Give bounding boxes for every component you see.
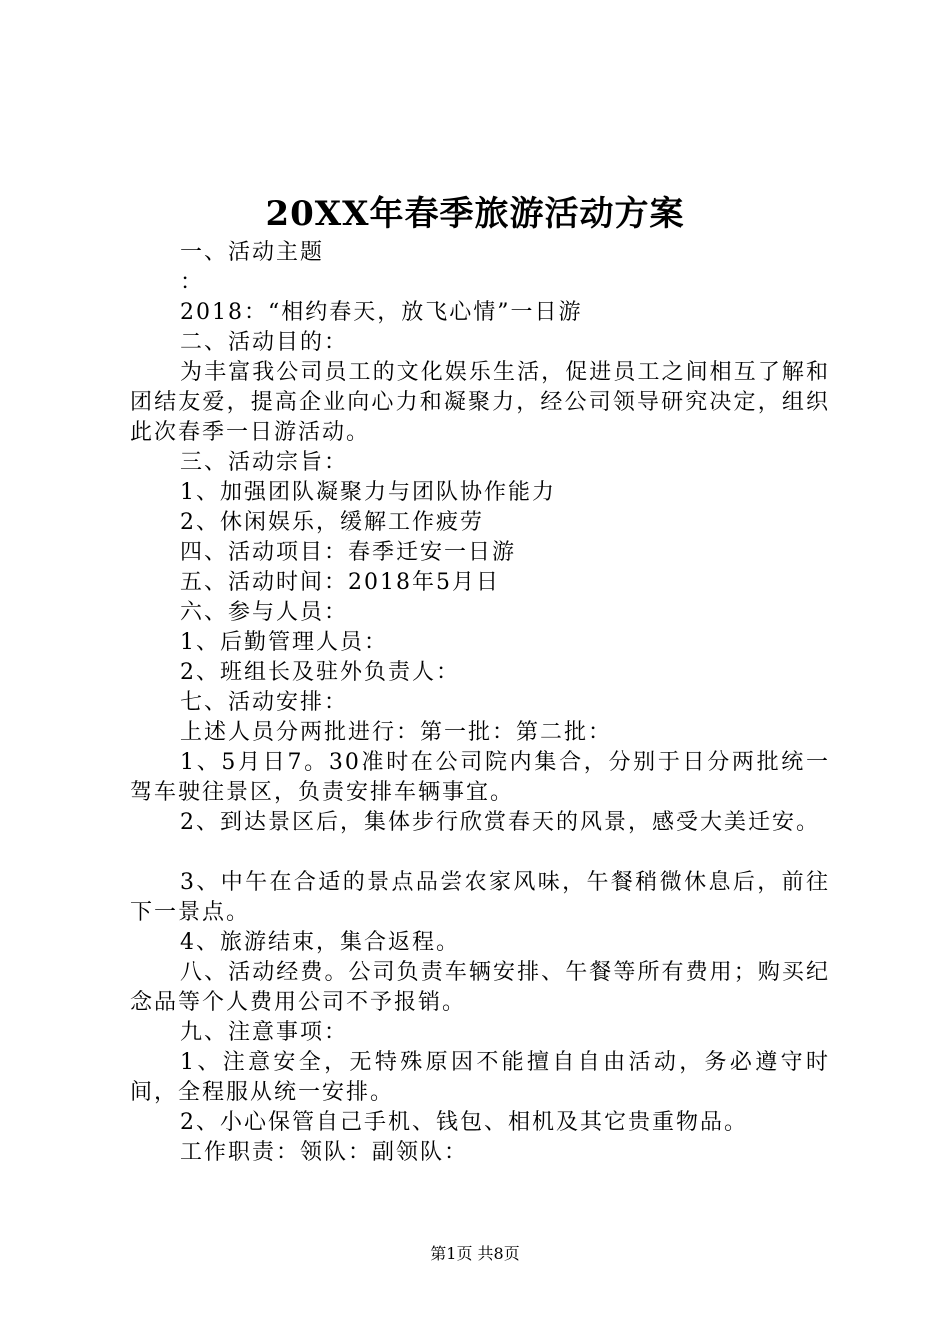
paragraph-schedule-1: 1、5月日7。30准时在公司院内集合，分别于日分两批统一驾车驶往景区，负责安排车辆事宜。 (130, 750, 830, 805)
paragraph-section-2-heading: 二、活动目的： (180, 330, 349, 355)
paragraph-aim-2: 2、休闲娱乐，缓解工作疲劳 (180, 510, 484, 535)
paragraph-schedule-3: 3、中午在合适的景点品尝农家风味，午餐稍微休息后，前往下一景点。 (130, 870, 830, 925)
paragraph-schedule-4: 4、旅游结束，集合返程。 (180, 930, 460, 955)
paragraph-section-7-heading: 七、活动安排： (180, 690, 349, 715)
paragraph-section-4: 四、活动项目：春季迁安一日游 (180, 540, 517, 565)
paragraph-participants-1: 1、后勤管理人员： (180, 630, 388, 655)
document-title: 20XX年春季旅游活动方案 (265, 194, 685, 234)
blank-line (130, 838, 830, 868)
paragraph-purpose: 为丰富我公司员工的文化娱乐生活，促进员工之间相互了解和团结友爱，提高企业向心力和凝聚力，经公司领导研究决定，组织此次春季一日游活动。 (130, 360, 830, 445)
paragraph-theme: 2018：“相约春天，放飞心情”一日游 (180, 300, 583, 325)
paragraph-section-9-heading: 九、注意事项： (180, 1020, 349, 1045)
paragraph-section-3-heading: 三、活动宗旨： (180, 450, 349, 475)
paragraph-section-8: 八、活动经费。公司负责车辆安排、午餐等所有费用；购买纪念品等个人费用公司不予报销。 (130, 960, 830, 1015)
paragraph-section-1-heading: 一、活动主题 (180, 240, 325, 265)
paragraph-section-6-heading: 六、参与人员： (180, 600, 349, 625)
paragraph-notice-2: 2、小心保管自己手机、钱包、相机及其它贵重物品。 (180, 1110, 748, 1135)
paragraph-section-5: 五、活动时间：2018年5月日 (180, 570, 500, 595)
paragraph-schedule-2: 2、到达景区后，集体步行欣赏春天的风景，感受大美迁安。 (180, 810, 820, 835)
page-footer: 第1页 共8页 (430, 1244, 520, 1263)
paragraph-participants-2: 2、班组长及驻外负责人： (180, 660, 460, 685)
paragraph-aim-1: 1、加强团队凝聚力与团队协作能力 (180, 480, 556, 505)
paragraph-duties: 工作职责：领队：副领队： (180, 1140, 469, 1165)
paragraph-batches: 上述人员分两批进行：第一批：第二批： (180, 720, 613, 745)
paragraph-notice-1: 1、注意安全，无特殊原因不能擅自自由活动，务必遵守时间，全程服从统一安排。 (130, 1050, 830, 1105)
document-body (130, 238, 830, 1168)
paragraph-colon: ： (180, 270, 205, 295)
